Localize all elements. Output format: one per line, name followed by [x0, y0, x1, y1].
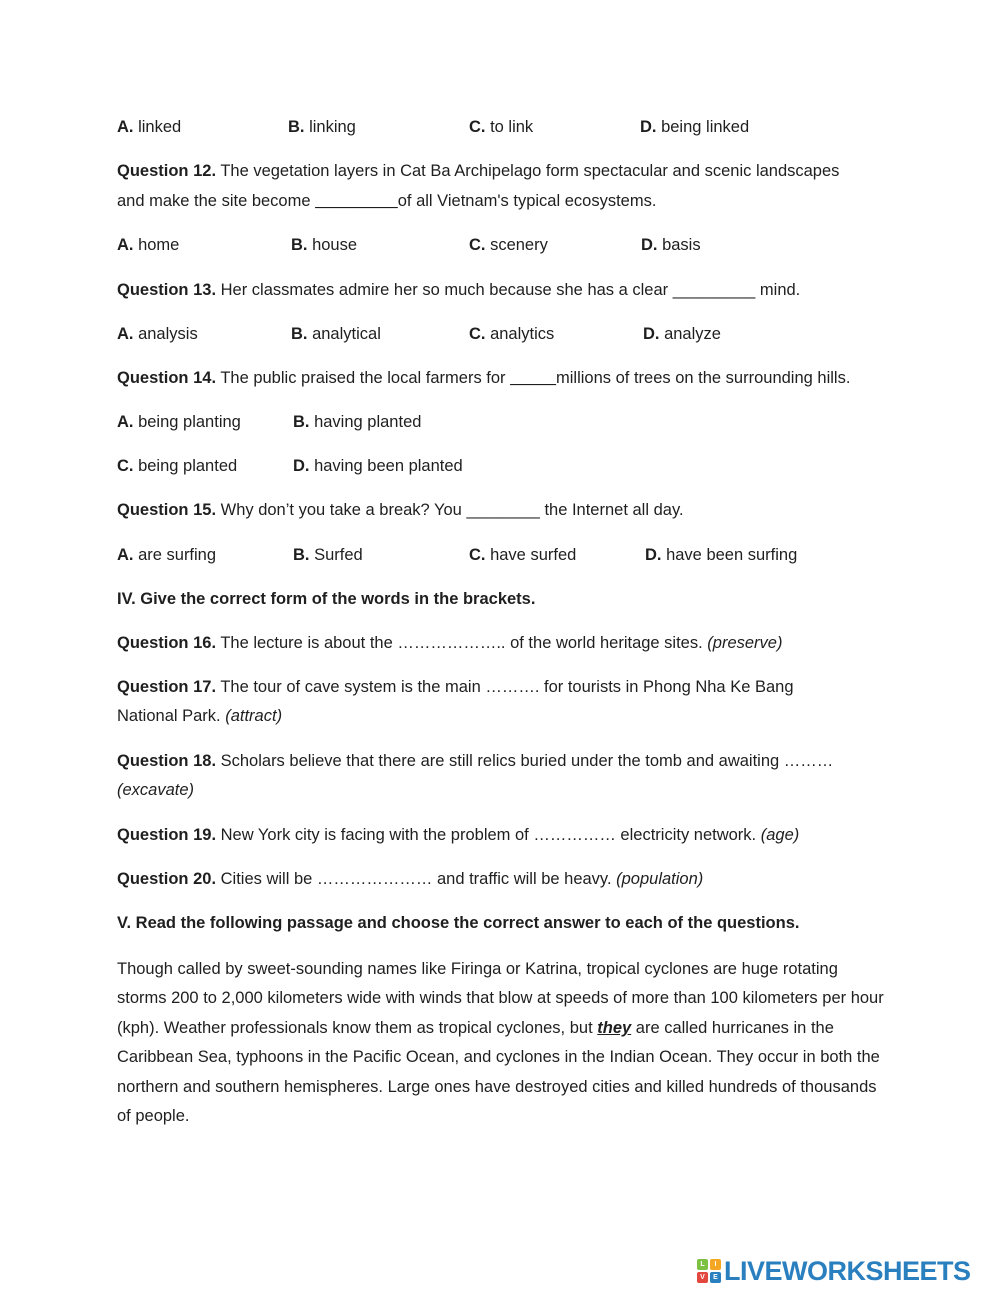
q18-label: Question 18. — [117, 752, 217, 770]
passage-ref-word: they — [597, 1018, 632, 1037]
q18-line1: Question 18. Scholars believe that there are still relics buried under the tomb and awaiting ……… — [117, 752, 834, 770]
q13-stem: Question 13. Her classmates admire her so much because she has a clear _________ mind. — [117, 281, 801, 299]
liveworksheets-logo — [697, 1256, 997, 1286]
logo-text: LIVEWORKSHEETS — [724, 1255, 971, 1286]
q19-hint: (age) — [760, 826, 800, 844]
q12-stem-line1: Question 12. The vegetation layers in Cat Ba Archipelago form spectacular and scenic landscapes — [117, 162, 840, 180]
q17-hint: (attract) — [225, 707, 283, 725]
q19-item: Question 19. New York city is facing with the problem of …………… electricity network. (age) — [117, 826, 800, 844]
q12-option-b[interactable]: B. house — [291, 236, 358, 254]
q18-line2 — [117, 779, 194, 801]
q16-label: Question 16. — [117, 634, 217, 652]
q15-stem: Question 15. Why don’t you take a break? You ________ the Internet all day. — [117, 501, 684, 519]
q11-option-d[interactable]: D. being linked — [640, 118, 750, 136]
q11-option-a[interactable]: A. linked — [117, 118, 182, 136]
q13-option-c[interactable]: C. analytics — [469, 325, 555, 343]
q11-option-c[interactable]: C. to link — [469, 118, 534, 136]
q12-stem-line2: and make the site become _________of all Vietnam's typical ecosystems. — [117, 192, 657, 210]
section-4-heading: IV. Give the correct form of the words in the brackets. — [117, 590, 536, 608]
q17-label: Question 17. — [117, 678, 217, 696]
q20-item: Question 20. Cities will be ………………… and traffic will be heavy. (population) — [117, 870, 704, 888]
q17-line1: Question 17. The tour of cave system is the main ………. for tourists in Phong Nha Ke Bang — [117, 678, 794, 696]
q14-label: Question 14. — [117, 369, 217, 387]
section-5-heading: V. Read the following passage and choose the correct answer to each of the questions. — [117, 914, 800, 932]
q15-option-b[interactable]: B. Surfed — [293, 546, 363, 564]
q15-label: Question 15. — [117, 501, 217, 519]
q20-hint: (population) — [616, 870, 704, 888]
q12-label: Question 12. — [117, 162, 217, 180]
q12-option-d[interactable]: D. basis — [641, 236, 701, 254]
reading-passage: Though called by sweet-sounding names like Firinga or Katrina, tropical cyclones are huge rotating storms 200 to 2,000 kilometers wide with winds that blow at speeds of more than 100 kilometers per hour (kph). Weather professionals know them as tropical cyclones, but they are called hurricanes in the Caribbean Sea, typhoons in the Pacific Ocean, and cyclones in the Indian Ocean. They occur in both the northern and southern hemispheres. Large ones have destroyed cities and killed hundreds of thousands of people. — [117, 960, 884, 1126]
q14-blank[interactable]: _____ — [510, 369, 557, 387]
q18-hint: (excavate) — [117, 781, 195, 799]
q14-option-c[interactable]: C. being planted — [117, 457, 238, 475]
q12-option-c[interactable]: C. scenery — [469, 236, 548, 254]
q15-option-a[interactable]: A. are surfing — [117, 546, 217, 564]
q16-item: Question 16. The lecture is about the ……………….. of the world heritage sites. (preserve) — [117, 634, 783, 652]
q15-option-c[interactable]: C. have surfed — [469, 546, 577, 564]
q11-option-b[interactable]: B. linking — [288, 118, 356, 136]
q16-hint: (preserve) — [707, 634, 783, 652]
q12-blank[interactable]: _________ — [315, 192, 398, 210]
q12-option-a[interactable]: A. home — [117, 236, 180, 254]
q14-option-b[interactable]: B. having planted — [293, 413, 422, 431]
q13-option-a[interactable]: A. analysis — [117, 325, 198, 343]
q14-option-d[interactable]: D. having been planted — [293, 457, 463, 475]
logo-blocks-icon: L I V E — [697, 1259, 721, 1283]
q14-stem: Question 14. The public praised the local farmers for _____millions of trees on the surrounding hills. — [117, 369, 851, 387]
q13-option-d[interactable]: D. analyze — [643, 325, 721, 343]
q13-option-b[interactable]: B. analytical — [291, 325, 381, 343]
q17-line2: National Park. (attract) — [117, 707, 283, 725]
q20-label: Question 20. — [117, 870, 217, 888]
q19-label: Question 19. — [117, 826, 217, 844]
q14-option-a[interactable]: A. being planting — [117, 413, 241, 431]
q15-option-d[interactable]: D. have been surfing — [645, 546, 798, 564]
q13-label: Question 13. — [117, 281, 217, 299]
